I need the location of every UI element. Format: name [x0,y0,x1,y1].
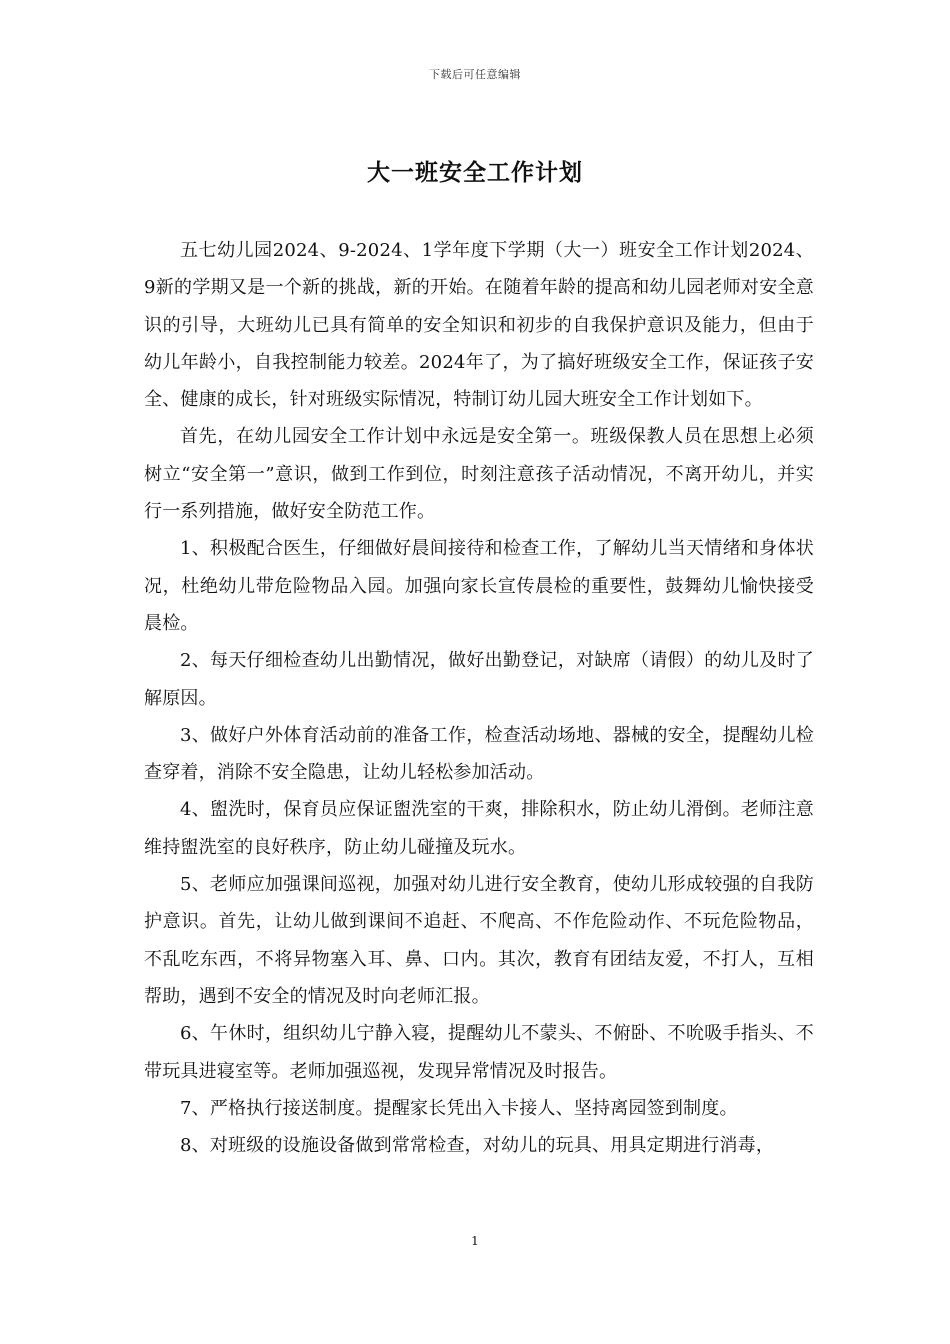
paragraph-item-6: 6、午休时，组织幼儿宁静入寝，提醒幼儿不蒙头、不俯卧、不吮吸手指头、不带玩具进寝室等。老师加强巡视，发现异常情况及时报告。 [144,1023,814,1082]
header-note: 下载后可任意编辑 [429,68,521,81]
paragraph-item-3: 3、做好户外体育活动前的准备工作，检查活动场地、器械的安全，提醒幼儿检查穿着，消除不安全隐患，让幼儿轻松参加活动。 [144,724,814,784]
paragraph-item-2: 2、每天仔细检查幼儿出勤情况，做好出勤登记，对缺席（请假）的幼儿及时了解原因。 [144,650,814,709]
paragraph-item-1: 1、积极配合医生，仔细做好晨间接待和检查工作，了解幼儿当天情绪和身体状况，杜绝幼儿带危险物品入园。加强向家长宣传晨检的重要性，鼓舞幼儿愉快接受晨检。 [144,538,814,634]
paragraph-item-8: 8、对班级的设施设备做到常常检查，对幼儿的玩具、用具定期进行消毒， [180,1135,775,1157]
paragraph-item-7: 7、严格执行接送制度。提醒家长凭出入卡接人、坚持离园签到制度。 [180,1097,738,1119]
document-body [144,232,814,1164]
document-title: 大一班安全工作计划 [367,159,583,186]
paragraph-safety-first: 首先，在幼儿园安全工作计划中永远是安全第一。班级保教人员在思想上必须树立“安全第一”意识，做到工作到位，时刻注意孩子活动情况，不离开幼儿，并实行一系列措施，做好安全防范工作。 [144,426,814,523]
paragraph-intro: 五七幼儿园2024、9-2024、1学年度下学期（大一）班安全工作计划2024、9新的学期又是一个新的挑战，新的开始。在随着年龄的提高和幼儿园老师对安全意识的引导，大班幼儿已具有简单的安全知识和初步的自我保护意识及能力，但由于幼儿年龄小，自我控制能力较差。2024年了，为了搞好班级安全工作，保证孩子安全、健康的成长，针对班级实际情况，特制订幼儿园大班安全工作计划如下。 [144,240,814,411]
paragraph-item-4: 4、盥洗时，保育员应保证盥洗室的干爽，排除积水，防止幼儿滑倒。老师注意维持盥洗室的良好秩序，防止幼儿碰撞及玩水。 [144,799,814,858]
paragraph-item-5: 5、老师应加强课间巡视，加强对幼儿进行安全教育，使幼儿形成较强的自我防护意识。首先，让幼儿做到课间不追赶、不爬高、不作危险动作、不玩危险物品，不乱吃东西，不将异物塞入耳、鼻、口内。其次，教育有团结友爱，不打人，互相帮助，遇到不安全的情况及时向老师汇报。 [144,874,814,1007]
page-number: 1 [471,1234,479,1248]
